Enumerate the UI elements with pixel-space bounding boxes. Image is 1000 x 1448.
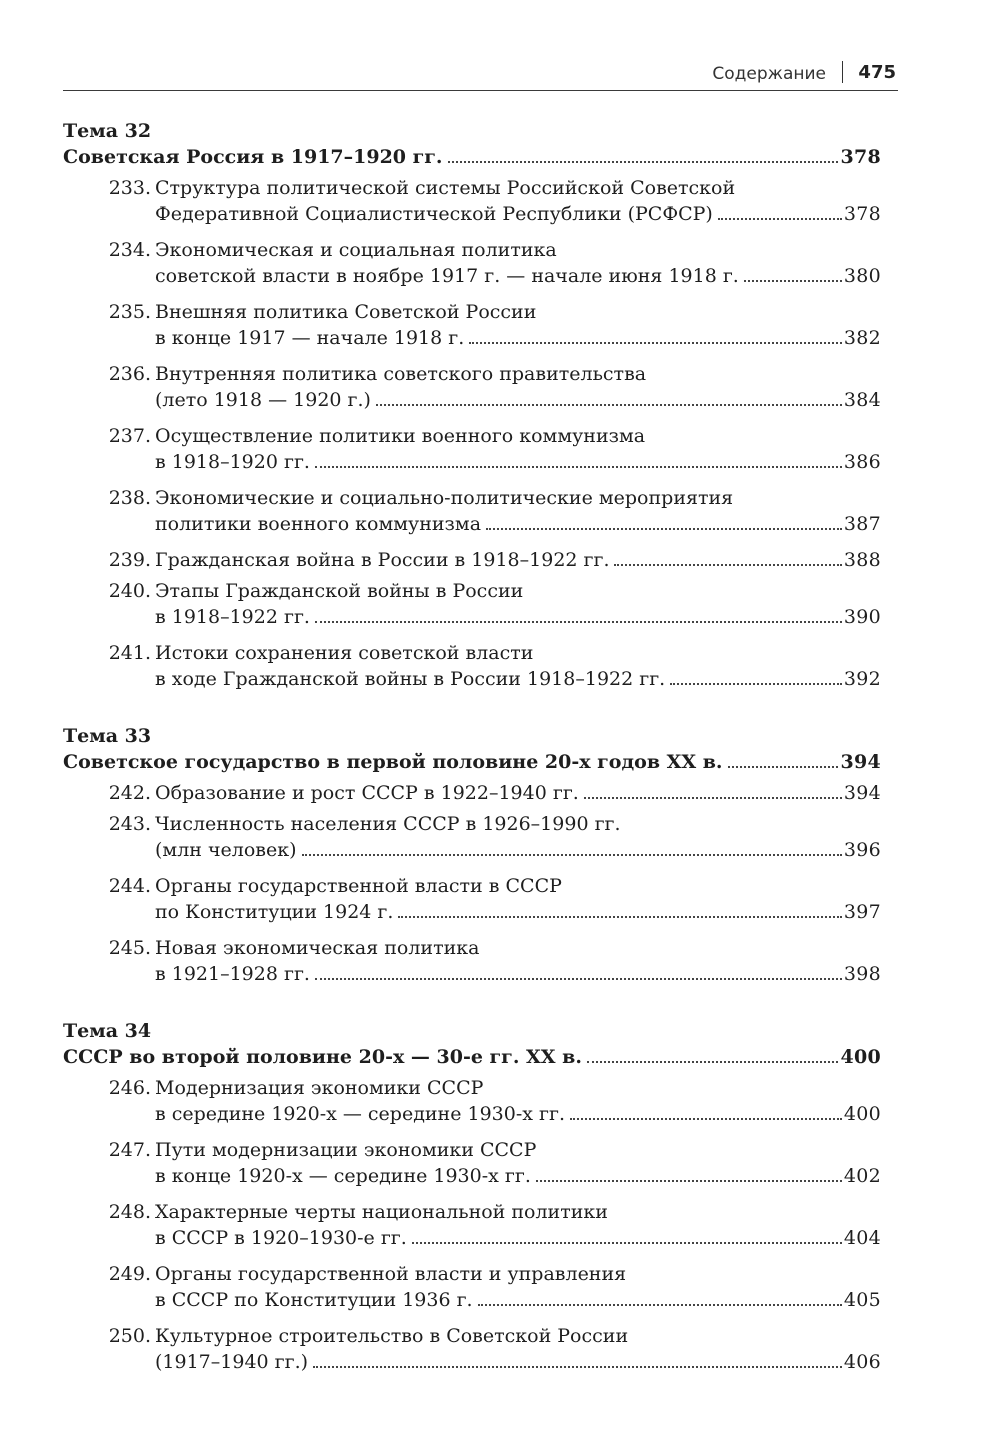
entry-page-number: 392 <box>843 668 881 690</box>
entry-number: 246. <box>108 1077 151 1099</box>
topic-title: СССР во второй половине 20-х — 30-е гг. XX в. <box>63 1046 582 1068</box>
entry-title-last-line <box>155 604 881 635</box>
toc-entry[interactable] <box>63 547 881 573</box>
entry-body <box>155 237 881 294</box>
entry-title-text: политики военного коммунизма <box>155 513 482 535</box>
entry-title-last-line <box>155 1163 881 1194</box>
topic-page-number: 394 <box>840 751 881 773</box>
entry-title-text: в 1918–1920 гг. <box>155 451 310 473</box>
entry-title-text: в 1921–1928 гг. <box>155 963 310 985</box>
dot-leader <box>315 466 842 468</box>
entry-title-last-line <box>155 387 881 418</box>
dot-leader <box>486 528 842 530</box>
topic-page-number: 378 <box>840 146 881 168</box>
dot-leader <box>302 854 842 856</box>
entry-title-last-line <box>155 511 881 542</box>
entry-body <box>155 1261 881 1318</box>
entry-title-text: советской власти в ноябре 1917 г. — начале июня 1918 г. <box>155 265 739 287</box>
toc-entry[interactable] <box>63 361 881 418</box>
entry-title-text: Федеративной Социалистической Республики (РСФСР) <box>155 203 713 225</box>
entry-number: 244. <box>108 875 151 897</box>
topic-section <box>63 118 881 697</box>
entry-page-number: 388 <box>843 549 881 571</box>
entry-number: 242. <box>108 782 151 804</box>
entry-title-line: Органы государственной власти и управления <box>155 1263 627 1285</box>
entry-page-number: 402 <box>843 1165 881 1187</box>
toc-entry[interactable] <box>63 1137 881 1194</box>
entry-body <box>155 175 881 232</box>
dot-leader <box>398 916 841 918</box>
entry-title-text: в СССР по Конституции 1936 г. <box>155 1289 473 1311</box>
entry-page-number: 378 <box>843 203 881 225</box>
entry-title-text: в 1918–1922 гг. <box>155 606 310 628</box>
entry-page-number: 396 <box>843 839 881 861</box>
topic-title-link[interactable] <box>63 144 881 170</box>
dot-leader <box>469 342 842 344</box>
toc-entry[interactable] <box>63 935 881 992</box>
entry-number: 237. <box>108 425 151 447</box>
entry-number: 235. <box>108 301 151 323</box>
dot-leader <box>313 1366 842 1368</box>
entry-page-number: 400 <box>843 1103 881 1125</box>
entry-body <box>155 935 881 992</box>
dot-leader <box>587 1061 838 1063</box>
dot-leader <box>584 797 842 799</box>
entry-title-text: Гражданская война в России в 1918–1922 гг. <box>155 549 610 571</box>
entry-page-number: 387 <box>843 513 881 535</box>
dot-leader <box>570 1118 842 1120</box>
entry-title-last-line <box>155 1225 881 1256</box>
topic-title: Советская Россия в 1917–1920 гг. <box>63 146 443 168</box>
dot-leader <box>614 564 841 566</box>
entry-body <box>155 640 881 697</box>
dot-leader <box>728 766 839 768</box>
toc-entry[interactable] <box>63 1261 881 1318</box>
toc-entry[interactable] <box>63 1199 881 1256</box>
entry-title-text: в конце 1920-х — середине 1930-х гг. <box>155 1165 531 1187</box>
entry-title-last-line <box>155 666 881 697</box>
entry-body <box>155 1137 881 1194</box>
entry-number: 240. <box>108 580 151 602</box>
entry-number: 245. <box>108 937 151 959</box>
toc-entry[interactable] <box>63 175 881 232</box>
running-head-separator <box>842 61 844 83</box>
toc-entry[interactable] <box>63 299 881 356</box>
entry-title-line: Численность населения СССР в 1926–1990 гг. <box>155 813 621 835</box>
toc-entry[interactable] <box>63 237 881 294</box>
topic-section <box>63 723 881 992</box>
entry-body <box>155 299 881 356</box>
dot-leader <box>448 161 839 163</box>
entry-title-line: Органы государственной власти в СССР <box>155 875 562 897</box>
entry-body <box>155 811 881 868</box>
entry-title-line: Экономические и социально-политические мероприятия <box>155 487 734 509</box>
entry-body <box>155 1075 881 1132</box>
toc-entry[interactable] <box>63 640 881 697</box>
entry-body <box>155 780 881 806</box>
entry-title-line: Экономическая и социальная политика <box>155 239 557 261</box>
entry-title-line: Этапы Гражданской войны в России <box>155 580 524 602</box>
entry-title-last-line <box>155 1287 881 1318</box>
entry-title-text: в СССР в 1920–1930-е гг. <box>155 1227 407 1249</box>
dot-leader <box>670 683 842 685</box>
entry-title-text: в ходе Гражданской войны в России 1918–1922 гг. <box>155 668 666 690</box>
running-head-title: Содержание <box>712 64 826 84</box>
entry-title-last-line <box>155 449 881 480</box>
entry-number: 236. <box>108 363 151 385</box>
entry-body <box>155 873 881 930</box>
entry-title-line: Истоки сохранения советской власти <box>155 642 534 664</box>
entry-page-number: 405 <box>843 1289 881 1311</box>
entry-title-line: Модернизация экономики СССР <box>155 1077 484 1099</box>
dot-leader <box>412 1242 842 1244</box>
entry-page-number: 406 <box>843 1351 881 1373</box>
entry-title-last-line <box>155 325 881 356</box>
dot-leader <box>376 404 842 406</box>
entry-title-last-line <box>155 837 881 868</box>
toc-entry[interactable] <box>63 1323 881 1380</box>
entry-title-last-line <box>155 961 881 992</box>
topic-section <box>63 1018 881 1380</box>
toc-entry[interactable] <box>63 1075 881 1132</box>
entry-body <box>155 1199 881 1256</box>
table-of-contents <box>63 118 881 1406</box>
entry-title-last-line <box>155 780 881 806</box>
entry-title-line: Внешняя политика Советской России <box>155 301 537 323</box>
entry-title-last-line <box>155 1349 881 1380</box>
entry-number: 247. <box>108 1139 151 1161</box>
entry-title-text: в середине 1920-х — середине 1930-х гг. <box>155 1103 565 1125</box>
entry-title-line: Осуществление политики военного коммунизма <box>155 425 646 447</box>
entry-title-last-line <box>155 1101 881 1132</box>
entry-number: 234. <box>108 239 151 261</box>
entry-title-text: в конце 1917 — начале 1918 г. <box>155 327 465 349</box>
entry-number: 239. <box>108 549 151 571</box>
entry-body <box>155 423 881 480</box>
entry-title-line: Характерные черты национальной политики <box>155 1201 608 1223</box>
entry-page-number: 384 <box>843 389 881 411</box>
entry-number: 250. <box>108 1325 151 1347</box>
toc-entry[interactable] <box>63 811 881 868</box>
entry-body <box>155 578 881 635</box>
topic-label: Тема 32 <box>63 120 152 142</box>
entry-page-number: 390 <box>843 606 881 628</box>
dot-leader <box>744 280 842 282</box>
entry-body <box>155 547 881 573</box>
toc-entry[interactable] <box>63 423 881 480</box>
toc-entry[interactable] <box>63 485 881 542</box>
entry-title-last-line <box>155 899 881 930</box>
entry-title-line: Внутренняя политика советского правительства <box>155 363 647 385</box>
dot-leader <box>315 621 842 623</box>
entry-page-number: 380 <box>843 265 881 287</box>
entry-page-number: 397 <box>843 901 881 923</box>
entry-title-line: Новая экономическая политика <box>155 937 480 959</box>
entry-title-line: Структура политической системы Российской Советской <box>155 177 736 199</box>
entry-number: 238. <box>108 487 151 509</box>
dot-leader <box>718 218 842 220</box>
entry-number: 241. <box>108 642 151 664</box>
entry-title-text: Образование и рост СССР в 1922–1940 гг. <box>155 782 579 804</box>
entry-title-text: (1917–1940 гг.) <box>155 1351 309 1373</box>
entry-number: 249. <box>108 1263 151 1285</box>
dot-leader <box>315 978 842 980</box>
entry-page-number: 404 <box>843 1227 881 1249</box>
running-head <box>63 58 898 91</box>
entry-number: 248. <box>108 1201 151 1223</box>
entry-page-number: 394 <box>843 782 881 804</box>
topic-label: Тема 34 <box>63 1020 152 1042</box>
entry-page-number: 382 <box>843 327 881 349</box>
entry-title-text: (лето 1918 — 1920 г.) <box>155 389 371 411</box>
topic-title: Советское государство в первой половине 20-х годов XX в. <box>63 751 723 773</box>
toc-entry[interactable] <box>63 873 881 930</box>
topic-label: Тема 33 <box>63 725 152 747</box>
entry-page-number: 398 <box>843 963 881 985</box>
entry-title-last-line <box>155 201 881 232</box>
entry-number: 243. <box>108 813 151 835</box>
entry-page-number: 386 <box>843 451 881 473</box>
entry-title-last-line <box>155 263 881 294</box>
toc-entry[interactable] <box>63 578 881 635</box>
entry-body <box>155 485 881 542</box>
entry-body <box>155 361 881 418</box>
entry-number: 233. <box>108 177 151 199</box>
entry-title-line: Пути модернизации экономики СССР <box>155 1139 537 1161</box>
topic-title-link[interactable] <box>63 1044 881 1070</box>
topic-title-link[interactable] <box>63 749 881 775</box>
entry-title-text: по Конституции 1924 г. <box>155 901 394 923</box>
dot-leader <box>478 1304 842 1306</box>
toc-entry[interactable] <box>63 780 881 806</box>
dot-leader <box>536 1180 842 1182</box>
entry-body <box>155 1323 881 1380</box>
entry-title-line: Культурное строительство в Советской России <box>155 1325 629 1347</box>
entry-title-last-line <box>155 547 881 573</box>
page-number: 475 <box>858 62 896 83</box>
entry-title-text: (млн человек) <box>155 839 297 861</box>
topic-page-number: 400 <box>840 1046 881 1068</box>
